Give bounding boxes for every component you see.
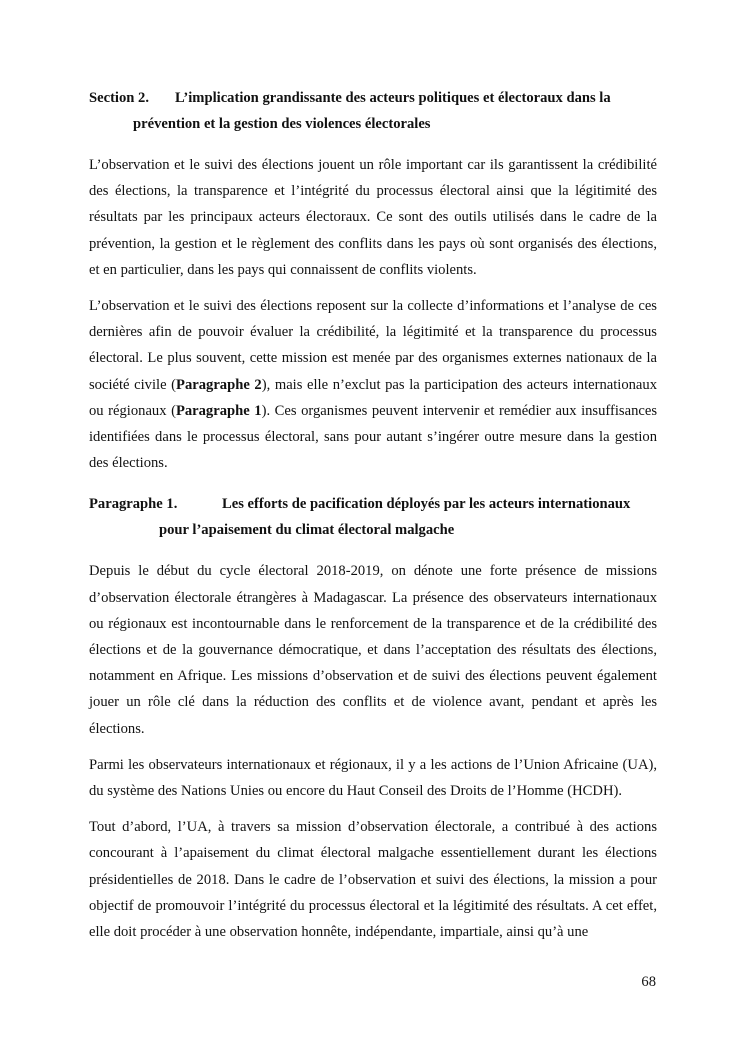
para2-ref-paragraphe-2: Paragraphe 2 xyxy=(176,376,262,393)
body-paragraph-3: Tout d’abord, l’UA, à travers sa mission d’observation électorale, a contribué à des actions concourant à l’apaisement du climat électoral malgache essentiellement durant les élections présidentielles de 2018. Dans le cadre de l’observation et suivi des élections, la mission a pour objectif de promouvoir l’intégrité du processus électoral et la légitimité des résultats. A cet effet, elle doit procéder à une observation honnête, indépendante, impartiale, ainsi qu’à une xyxy=(89,819,657,941)
body-paragraph-2: Parmi les observateurs internationaux et régionaux, il y a les actions de l’Union Africaine (UA), du système des Nations Unies ou encore du Haut Conseil des Droits de l’Homme (HCDH). xyxy=(89,756,657,800)
subsection-heading xyxy=(89,491,657,543)
page-number: 68 xyxy=(641,974,656,990)
section-title-line1: L’implication grandissante des acteurs politiques et électoraux dans la xyxy=(175,90,611,106)
body-paragraph-1: Depuis le début du cycle électoral 2018-2019, on dénote une forte présence de missions d’observation électorale étrangères à Madagascar. La présence des observateurs internationaux ou régionaux est incontournable dans le renforcement de la transparence et de la crédibilité des élections et de la gouvernance démocratique, et dans l’acceptation des résultats des élections, notamment en Afrique. Les missions d’observation et de suivi des élections peuvent également jouer un rôle clé dans la réduction des conflits et de violence avant, pendant et après les élections. xyxy=(89,563,657,737)
subsection-label: Paragraphe 1. xyxy=(89,496,178,513)
intro-paragraph-1: L’observation et le suivi des élections jouent un rôle important car ils garantissent la crédibilité des élections, la transparence et l’intégrité du processus électoral ainsi que la légitimité des résultats par les principaux acteurs électoraux. Ce sont des outils utilisés dans le cadre de la prévention, la gestion et le règlement des conflits dans les pays où sont organisés des élections, et en particulier, dans les pays qui connaissent de conflits violents. xyxy=(89,157,657,278)
document-page xyxy=(89,85,657,945)
section-heading xyxy=(89,85,657,137)
para2-text-1: L’observation et le suivi des élections reposent sur la collecte d’informations et l’analyse de ces dernières afin de pouvoir évaluer la crédibilité, la légitimité et la transparence du processus électoral. Le plus souvent, cette mission est menée par des organismes externes nationaux de la société civile ( xyxy=(89,298,657,393)
subsection-title-line1: Les efforts de pacification déployés par les acteurs internationaux xyxy=(222,496,631,513)
intro-paragraph-2 xyxy=(89,293,657,476)
para2-ref-paragraphe-1: Paragraphe 1 xyxy=(175,402,262,419)
subsection-title-line2: pour l’apaisement du climat électoral malgache xyxy=(159,522,455,539)
para2-text-2: ), mais elle n’exclut pas la participation des acteurs internationaux ou régionaux ( xyxy=(89,376,658,419)
section-title-line2: prévention et la gestion des violences électorales xyxy=(133,116,431,132)
section-label: Section 2. xyxy=(89,90,149,106)
para2-text-3: ). Ces organismes peuvent intervenir et remédier aux insuffisances identifiées dans le processus électoral, sans pour autant s’ingérer outre mesure dans la gestion des élections. xyxy=(89,402,657,472)
